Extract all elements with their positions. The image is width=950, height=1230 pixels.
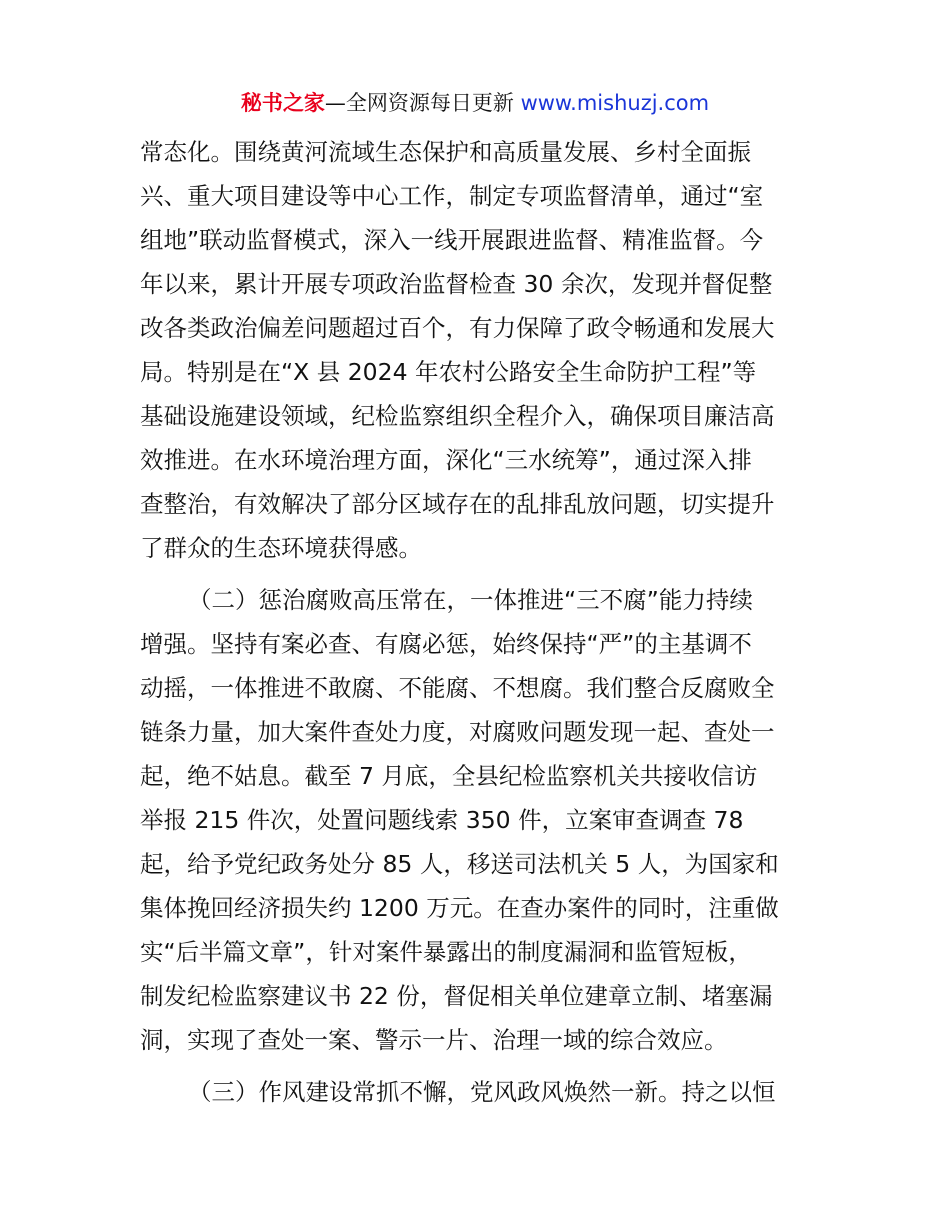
text-line: 组地”联动监督模式，深入一线开展跟进监督、精准监督。今 [140, 226, 764, 254]
text-line: 查整治，有效解决了部分区域存在的乱排乱放问题，切实提升 [140, 490, 775, 518]
header-slogan: —全网资源每日更新 [324, 91, 521, 115]
paragraph-start-line: （二）惩治腐败高压常在，一体推进“三不腐”能力持续 [188, 586, 753, 614]
text-line: 洞，实现了查处一案、警示一片、治理一域的综合效应。 [140, 1026, 728, 1054]
text-line: 局。特别是在“X 县 2024 年农村公路安全生命防护工程”等 [140, 358, 757, 386]
text-line: 兴、重大项目建设等中心工作，制定专项监督清单，通过“室 [140, 182, 764, 210]
text-line: 动摇，一体推进不敢腐、不能腐、不想腐。我们整合反腐败全 [140, 674, 775, 702]
site-header [0, 88, 950, 118]
text-line: 改各类政治偏差问题超过百个，有力保障了政令畅通和发展大 [140, 314, 775, 342]
text-line: 起，绝不姑息。截至 7 月底，全县纪检监察机关共接收信访 [140, 762, 758, 790]
text-line: 了群众的生态环境获得感。 [140, 534, 422, 562]
text-line: 制发纪检监察建议书 22 份，督促相关单位建章立制、堵塞漏 [140, 982, 773, 1010]
site-url-link[interactable]: www.mishuzj.com [520, 91, 710, 115]
text-line: 实“后半篇文章”，针对案件暴露出的制度漏洞和监管短板， [140, 938, 752, 966]
text-line: 基础设施建设领域，纪检监察组织全程介入，确保项目廉洁高 [140, 402, 775, 430]
text-line: 集体挽回经济损失约 1200 万元。在查办案件的同时，注重做 [140, 894, 779, 922]
paragraph-start-line: （三）作风建设常抓不懈，党风政风焕然一新。持之以恒 [188, 1078, 776, 1106]
text-line: 常态化。围绕黄河流域生态保护和高质量发展、乡村全面振 [140, 138, 751, 166]
text-line: 链条力量，加大案件查处力度，对腐败问题发现一起、查处一 [140, 718, 775, 746]
text-line: 起，给予党纪政务处分 85 人，移送司法机关 5 人，为国家和 [140, 850, 779, 878]
text-line: 举报 215 件次，处置问题线索 350 件，立案审查调查 78 [140, 806, 744, 834]
text-line: 增强。坚持有案必查、有腐必惩，始终保持“严”的主基调不 [140, 630, 752, 658]
text-line: 效推进。在水环境治理方面，深化“三水统筹”，通过深入排 [140, 446, 752, 474]
text-line: 年以来，累计开展专项政治监督检查 30 余次，发现并督促整 [140, 270, 773, 298]
brand-name: 秘书之家 [240, 91, 325, 115]
